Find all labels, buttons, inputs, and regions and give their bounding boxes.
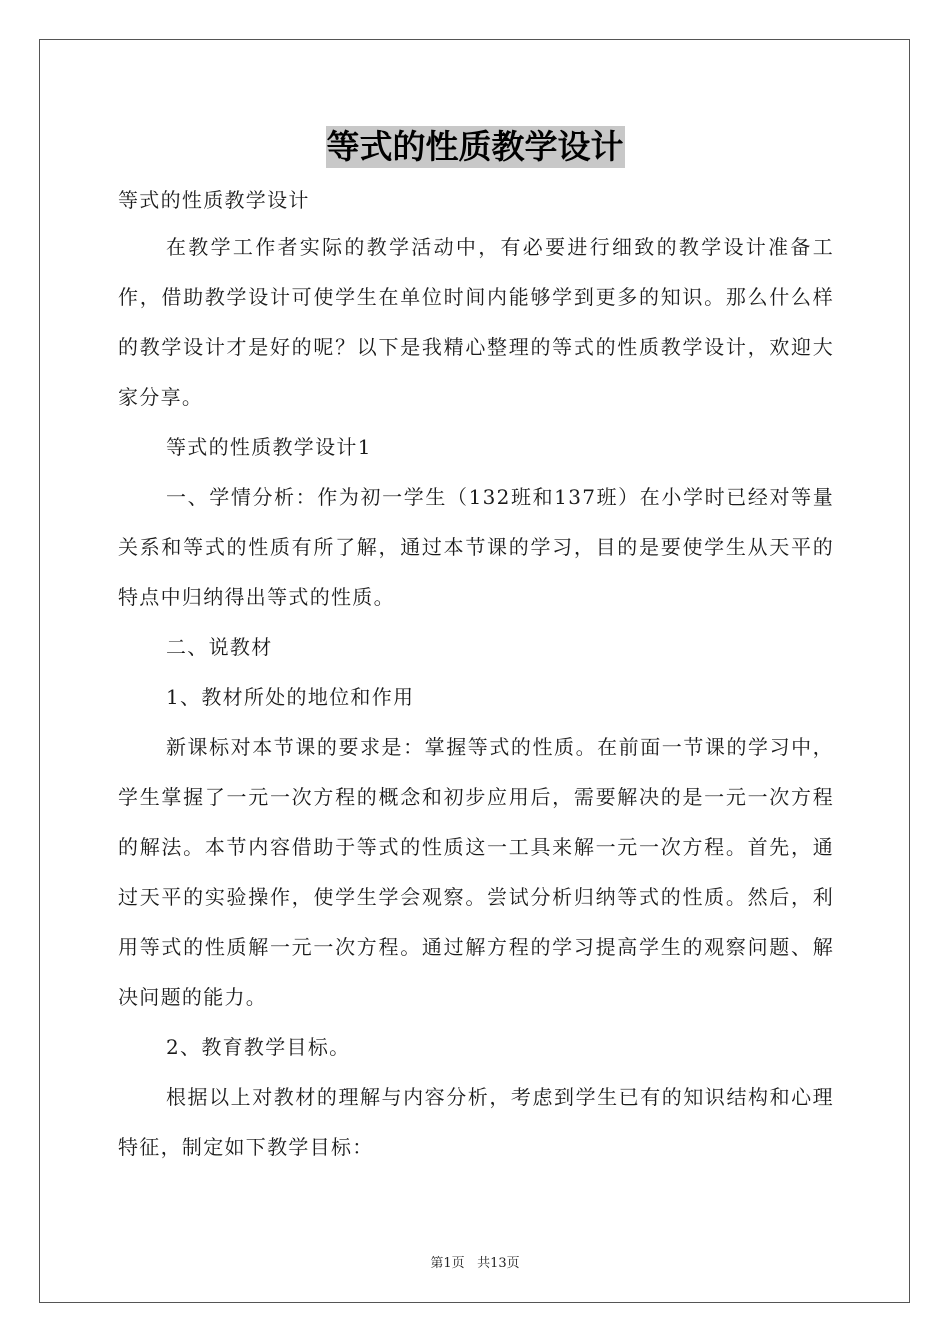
paragraph-student-analysis: 一、学情分析：作为初一学生（132班和137班）在小学时已经对等量关系和等式的性质有所了解，通过本节课的学习，目的是要使学生从天平的特点中归纳得出等式的性质。	[118, 485, 834, 609]
paragraph-intro: 在教学工作者实际的教学活动中，有必要进行细致的教学设计准备工作，借助教学设计可使学生在单位时间内能够学到更多的知识。那么什么样的教学设计才是好的呢？以下是我精心整理的等式的性质教学设计，欢迎大家分享。	[118, 235, 834, 409]
document-body	[118, 178, 834, 1172]
document-title: 等式的性质教学设计	[326, 127, 624, 166]
subsection-heading-goals: 2、教育教学目标。	[166, 1035, 351, 1059]
section-heading-design-1: 等式的性质教学设计1	[166, 435, 372, 459]
page-total: 共13页	[477, 1256, 520, 1271]
title-container	[0, 126, 950, 168]
subtitle-line: 等式的性质教学设计	[118, 188, 310, 212]
subsection-heading-position: 1、教材所处的地位和作用	[166, 685, 415, 709]
paragraph-curriculum: 新课标对本节课的要求是：掌握等式的性质。在前面一节课的学习中，学生掌握了一元一次方程的概念和初步应用后，需要解决的是一元一次方程的解法。本节内容借助于等式的性质这一工具来解一元一次方程。首先，通过天平的实验操作，使学生学会观察。尝试分析归纳等式的性质。然后，利用等式的性质解一元一次方程。通过解方程的学习提高学生的观察问题、解决问题的能力。	[118, 735, 834, 1009]
page-number: 第1页	[430, 1256, 465, 1271]
paragraph-goals-intro: 根据以上对教材的理解与内容分析，考虑到学生已有的知识结构和心理特征，制定如下教学目标：	[118, 1085, 834, 1159]
page-footer	[0, 1252, 950, 1271]
section-heading-textbook: 二、说教材	[166, 635, 273, 659]
